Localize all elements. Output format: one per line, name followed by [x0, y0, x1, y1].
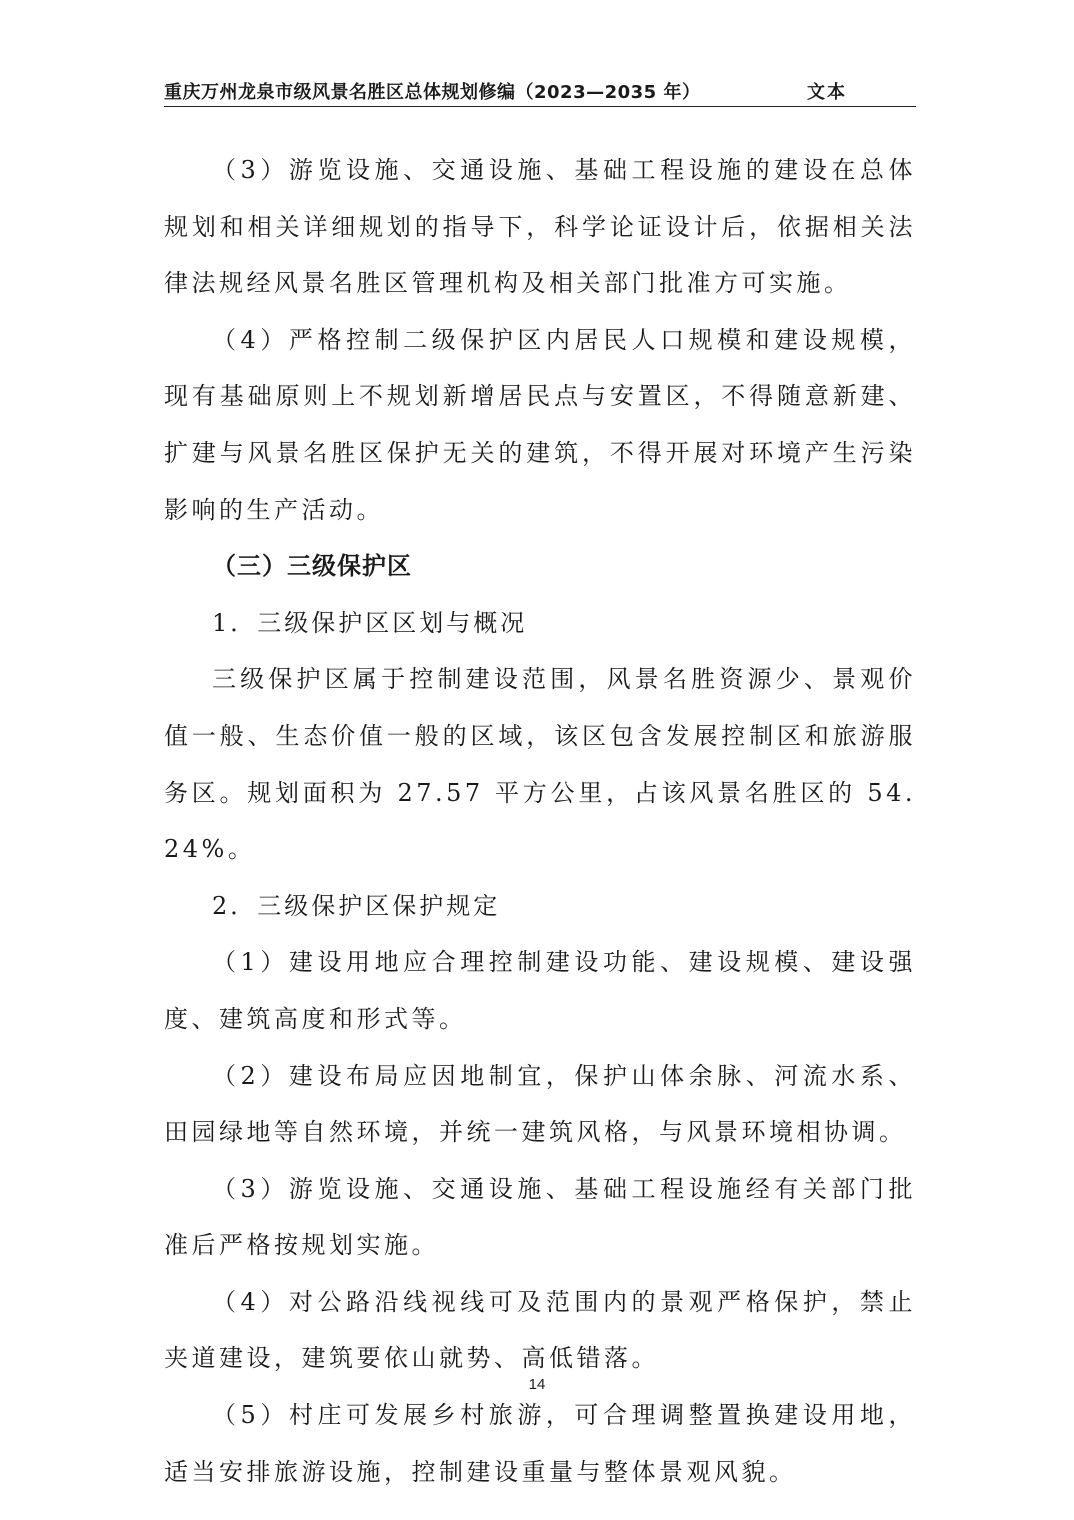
paragraph-clause-3: （3）游览设施、交通设施、基础工程设施的建设在总体规划和相关详细规划的指导下，科学论证设计后，依据相关法律法规经风景名胜区管理机构及相关部门批准方可实施。 — [164, 156, 916, 298]
paragraph-zone-description: 三级保护区属于控制建设范围，风景名胜资源少、景观价值一般、生态价值一般的区域，该区包含发展控制区和旅游服务区。规划面积为 27.57 平方公里，占该风景名胜区的 54.24%。 — [164, 665, 916, 864]
page-header — [164, 76, 916, 107]
document-title: 重庆万州龙泉市级风景名胜区总体规划修编（2023—2035 年） — [164, 82, 701, 103]
paragraph-rule-1: （1）建设用地应合理控制建设功能、建设规模、建设强度、建筑高度和形式等。 — [164, 948, 916, 1033]
paragraph-clause-4: （4）严格控制二级保护区内居民人口规模和建设规模，现有基础原则上不规划新增居民点与安置区，不得随意新建、扩建与风景名胜区保护无关的建筑，不得开展对环境产生污染影响的生产活动。 — [164, 325, 916, 524]
paragraph-rule-2: （2）建设布局应因地制宜，保护山体余脉、河流水系、田园绿地等自然环境，并统一建筑风格，与风景环境相协调。 — [164, 1061, 916, 1147]
page-content — [164, 142, 916, 1500]
subheading-protection-rules: 2．三级保护区保护规定 — [212, 891, 501, 920]
paragraph-rule-4: （4）对公路沿线视线可及范围内的景观严格保护，禁止夹道建设，建筑要依山就势、高低错落。 — [164, 1287, 916, 1373]
paragraph-rule-5: （5）村庄可发展乡村旅游，可合理调整置换建设用地，适当安排旅游设施，控制建设重量与整体景观风貌。 — [164, 1401, 916, 1486]
page-number: 14 — [528, 1376, 546, 1393]
section-heading: （三）三级保护区 — [212, 552, 412, 581]
document-type-label: 文本 — [807, 82, 847, 103]
paragraph-rule-3: （3）游览设施、交通设施、基础工程设施经有关部门批准后严格按规划实施。 — [164, 1174, 916, 1260]
subheading-zoning-overview: 1．三级保护区区划与概况 — [212, 608, 528, 637]
